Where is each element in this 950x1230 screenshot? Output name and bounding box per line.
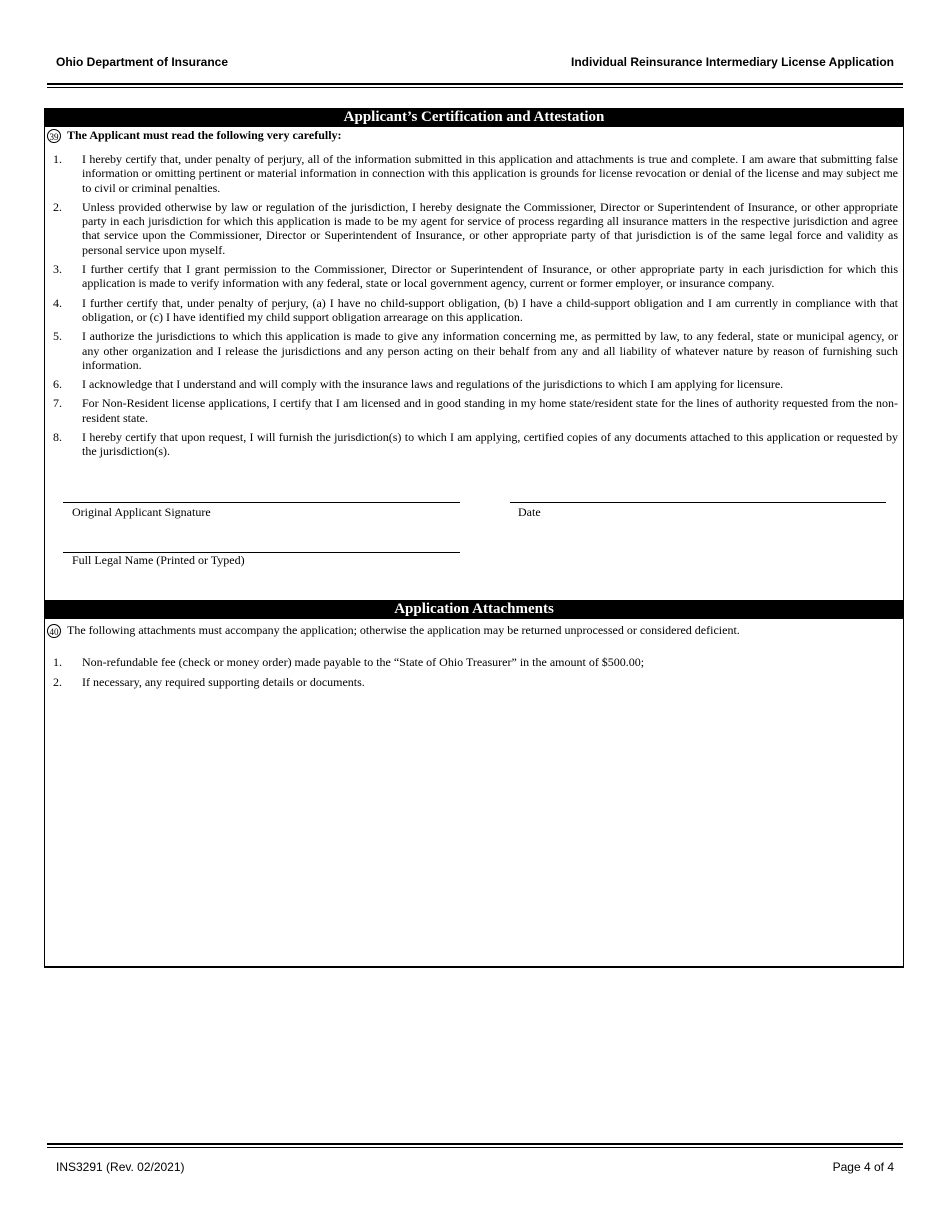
certification-item-number: 3. xyxy=(53,262,62,277)
header-agency: Ohio Department of Insurance xyxy=(56,55,229,69)
form-frame xyxy=(44,108,904,968)
certification-list xyxy=(53,152,898,464)
certification-item-number: 5. xyxy=(53,329,62,344)
certification-item xyxy=(53,377,898,391)
certification-item-number: 7. xyxy=(53,396,62,411)
header-form-title: Individual Reinsurance Intermediary License Application xyxy=(571,55,894,69)
date-label: Date xyxy=(518,505,541,519)
date-field[interactable] xyxy=(510,502,886,503)
certification-item xyxy=(53,396,898,425)
full-name-label: Full Legal Name (Printed or Typed) xyxy=(72,553,245,567)
attachment-item-text: Non-refundable fee (check or money order) made payable to the “State of Ohio Treasurer” in the amount of $500.00; xyxy=(82,655,645,669)
certification-intro xyxy=(47,128,342,143)
certification-item-text: Unless provided otherwise by law or regulation of the jurisdiction, I hereby designate the Commissioner, Director or Superintendent of Insurance, or other appropriate party in each jurisdiction for which this application is made to be my agent for service of process regarding all insurance matters in the respective jurisdiction and agree that service upon the Commissioner, Director or Superintendent of Insurance, or other appropriate party of that jurisdiction is of the same legal force and validity as personal service upon myself. xyxy=(82,199,898,257)
attachments-section-title: Application Attachments xyxy=(45,600,903,619)
certification-item-text: For Non-Resident license applications, I certify that I am licensed and in good standing in my home state/resident state for the lines of authority requested from the non-resident state. xyxy=(82,396,898,425)
certification-item-number: 4. xyxy=(53,295,62,310)
footer-divider xyxy=(47,1143,903,1148)
attachments-list xyxy=(53,655,898,696)
certification-item-number: 2. xyxy=(53,199,62,214)
certification-item-number: 1. xyxy=(53,152,62,166)
certification-item-text: I authorize the jurisdictions to which this application is made to give any information concerning me, as permitted by law, to any federal, state or municipal agency, or any other organization and I release the jurisdictions and any person acting on their behalf from any and all liability of whatever nature by reason of furnishing such information. xyxy=(82,329,898,372)
page-number: Page 4 of 4 xyxy=(832,1160,894,1174)
attachment-item xyxy=(53,655,898,669)
certification-intro-text: The Applicant must read the following very carefully: xyxy=(67,128,342,142)
certification-item xyxy=(53,262,898,291)
signature-field[interactable] xyxy=(63,502,460,503)
form-number: INS3291 (Rev. 02/2021) xyxy=(56,1160,185,1174)
item-number-marker: 39 xyxy=(47,129,61,143)
certification-item-number: 8. xyxy=(53,430,62,445)
attachments-intro xyxy=(47,623,740,638)
signature-label: Original Applicant Signature xyxy=(72,505,211,519)
certification-item-text: I acknowledge that I understand and will comply with the insurance laws and regulations of the jurisdictions to which I am applying for licensure. xyxy=(82,377,784,392)
attachment-item-text: If necessary, any required supporting details or documents. xyxy=(82,675,365,690)
certification-item-text: I further certify that, under penalty of perjury, (a) I have no child-support obligation, (b) I have a child-support obligation and I am currently in compliance with that obligation, or (c) I have identified my child support obligation arrearage on this application. xyxy=(82,295,898,324)
certification-item-text: I hereby certify that upon request, I will furnish the jurisdiction(s) to which I am applying, certified copies of any documents attached to this application or requested by the jurisdiction(s). xyxy=(82,430,898,459)
certification-item-text: I hereby certify that, under penalty of perjury, all of the information submitted in this application and attachments is true and complete. I am aware that submitting false information or omitting pertinent or material information in connection with this application is grounds for license revocation or denial of the license and may subject me to civil or criminal penalties. xyxy=(82,152,898,195)
certification-item xyxy=(53,200,898,257)
certification-item xyxy=(53,296,898,325)
item-number-marker: 40 xyxy=(47,624,61,638)
attachment-item xyxy=(53,675,898,689)
attachments-intro-text: The following attachments must accompany the application; otherwise the application may be returned unprocessed or considered deficient. xyxy=(67,623,740,637)
certification-item xyxy=(53,430,898,459)
certification-item xyxy=(53,329,898,372)
certification-item-number: 6. xyxy=(53,377,62,392)
certification-item xyxy=(53,152,898,195)
certification-item-text: I further certify that I grant permission to the Commissioner, Director or Superintendent of Insurance, or other appropriate party in each jurisdiction for which this application is made to verify information with any federal, state or local government agency, current or former employer, or insurance company. xyxy=(82,262,898,291)
attachment-item-number: 2. xyxy=(53,675,62,690)
header-divider xyxy=(47,83,903,88)
certification-section-title: Applicant’s Certification and Attestation xyxy=(45,108,903,127)
attachment-item-number: 1. xyxy=(53,655,62,669)
